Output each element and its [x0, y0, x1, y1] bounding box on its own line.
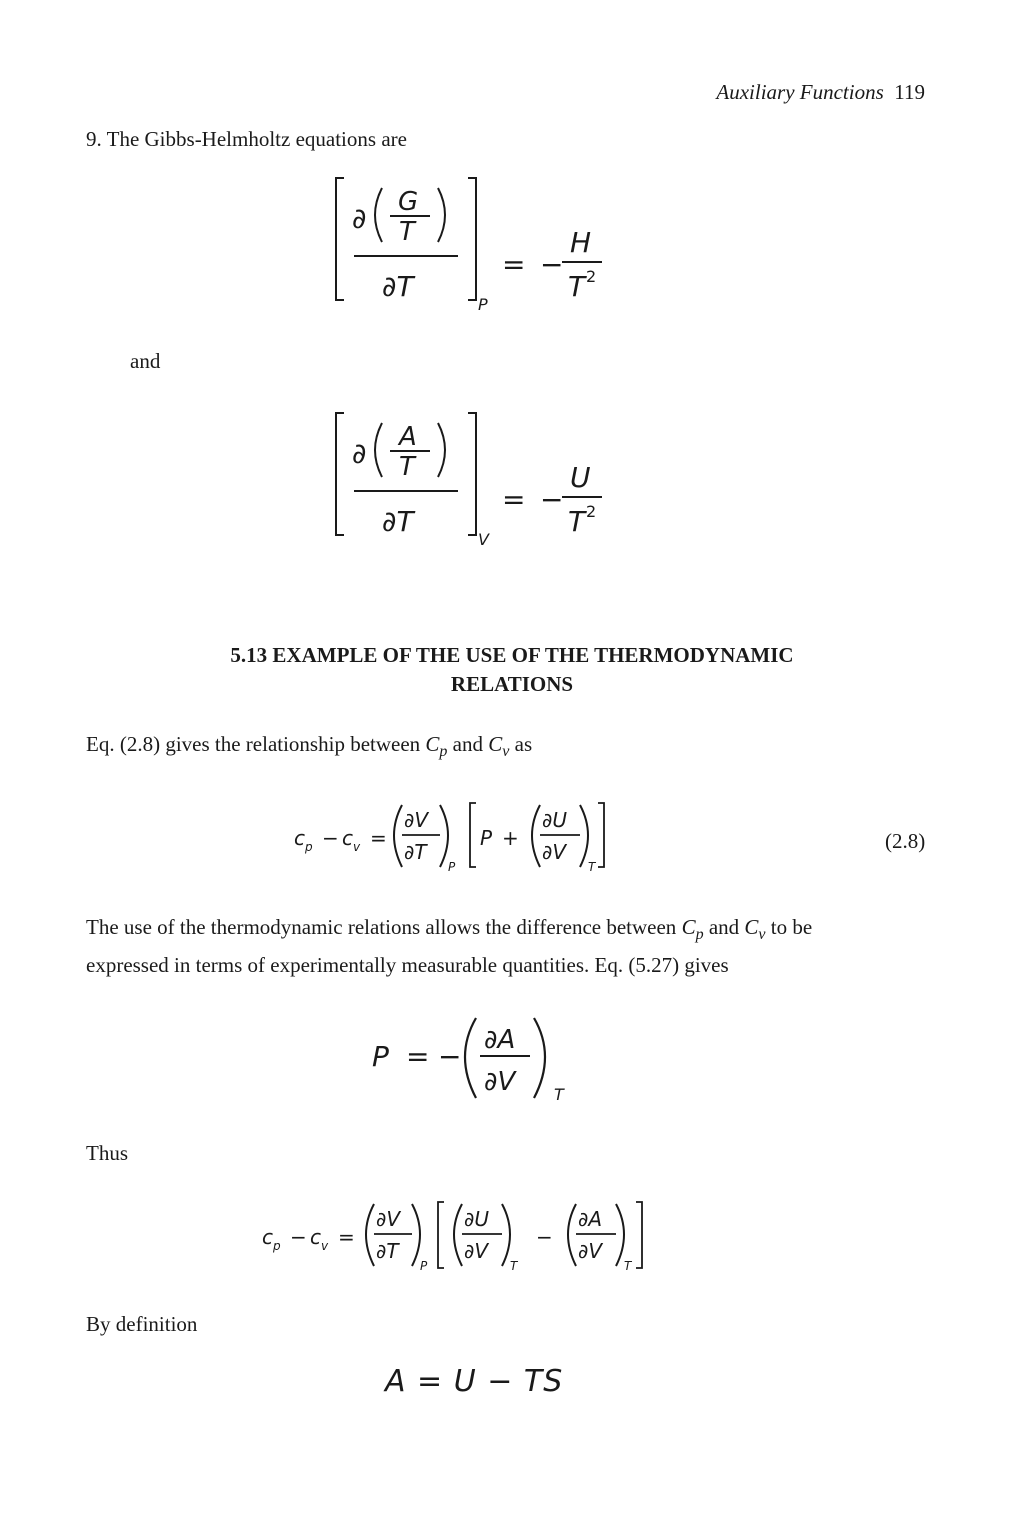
right-bracket	[468, 178, 476, 300]
subscript-t: T	[554, 1085, 564, 1104]
para1-text-post: as	[509, 732, 533, 756]
partial-symbol: ∂	[352, 437, 367, 470]
para2-and: and	[703, 915, 745, 939]
denominator-t: T	[399, 217, 415, 247]
para2-text-pre: The use of the thermodynamic relations allows the difference between	[86, 915, 682, 939]
para1-and: and	[447, 732, 489, 756]
cp-symbol: C	[425, 732, 440, 756]
left-paren	[465, 1018, 476, 1098]
right-paren	[440, 805, 448, 867]
equals-sign: =	[502, 483, 526, 516]
numerator-a: A	[399, 422, 417, 452]
equals-sign: =	[502, 248, 526, 281]
cv-lowercase: c	[310, 1225, 321, 1249]
plus-sign: +	[502, 826, 519, 850]
numerator-dv: ∂V	[404, 808, 429, 832]
item-9-text: 9. The Gibbs-Helmholtz equations are	[86, 127, 407, 151]
cv-sub: v	[353, 840, 361, 854]
cv-symbol-2: C	[744, 915, 759, 939]
denominator-t2: T	[568, 270, 586, 303]
subscript-v: V	[478, 530, 489, 549]
cv-lowercase: c	[342, 826, 353, 850]
para2-text-post: to be	[765, 915, 813, 939]
thus-text: Thus	[86, 1141, 128, 1165]
denominator-dt: ∂T	[404, 840, 427, 864]
paragraph-difference-line2: expressed in terms of experimentally measurable quantities. Eq. (5.27) gives	[86, 953, 729, 977]
right-paren-2	[502, 1204, 510, 1266]
cv-subscript-2: v	[758, 926, 766, 944]
paragraph-difference-line1	[86, 915, 812, 944]
equation-a-definition: A = U − TS	[385, 1364, 564, 1399]
subscript-p: P	[478, 295, 488, 314]
right-paren	[438, 188, 445, 242]
right-paren-3	[616, 1204, 624, 1266]
and-text: and	[130, 349, 161, 373]
denominator-dt: ∂T	[376, 1239, 399, 1263]
denominator-dv-2: ∂V	[464, 1239, 489, 1263]
left-paren	[375, 188, 382, 242]
minus-sign: −	[438, 1040, 462, 1073]
section-heading-line2: RELATIONS	[450, 672, 574, 696]
paragraph-relationship	[86, 732, 532, 761]
right-paren	[412, 1204, 420, 1266]
left-paren-2	[532, 805, 540, 867]
cp-lowercase: c	[262, 1225, 273, 1249]
left-paren	[366, 1204, 374, 1266]
denominator-dt: ∂T	[382, 270, 414, 303]
numerator-h: H	[570, 226, 592, 259]
para1-text-pre: Eq. (2.8) gives the relationship between	[86, 732, 426, 756]
running-title: Auxiliary Functions	[716, 80, 884, 104]
denominator-dv-3: ∂V	[578, 1239, 603, 1263]
minus-sign: −	[322, 826, 339, 850]
section-heading-line1: 5.13 EXAMPLE OF THE USE OF THE THERMODYNAMIC	[230, 643, 794, 667]
left-paren	[375, 423, 382, 477]
right-bracket	[468, 413, 476, 535]
cv-subscript: v	[502, 743, 510, 761]
running-header	[716, 80, 925, 105]
denominator-dv: ∂V	[542, 840, 567, 864]
subscript-t-1: T	[510, 1259, 518, 1273]
cp-sub: p	[305, 840, 313, 854]
right-bracket	[598, 803, 604, 867]
numerator-du: ∂U	[542, 808, 567, 832]
left-bracket	[336, 178, 344, 300]
minus-sign: −	[540, 483, 564, 516]
subscript-t-2: T	[624, 1259, 632, 1273]
cp-sub: p	[273, 1239, 281, 1253]
minus-sign: −	[540, 248, 564, 281]
equation-thus	[258, 1196, 698, 1280]
subscript-p: P	[420, 1259, 428, 1273]
right-paren	[534, 1018, 545, 1098]
cp-subscript-2: p	[695, 926, 704, 944]
minus-sign: −	[290, 1225, 307, 1249]
partial-symbol: ∂	[352, 202, 367, 235]
cp-subscript: p	[439, 743, 448, 761]
numerator-g: G	[398, 187, 419, 217]
right-bracket	[636, 1202, 642, 1268]
equals-sign: =	[406, 1040, 430, 1073]
left-paren-2	[454, 1204, 462, 1266]
cv-symbol: C	[488, 732, 503, 756]
exponent-2: 2	[586, 502, 597, 521]
cp-lowercase: c	[294, 826, 305, 850]
numerator-da: ∂A	[484, 1025, 516, 1055]
numerator-da: ∂A	[578, 1207, 603, 1231]
left-bracket	[470, 803, 476, 867]
denominator-dv: ∂V	[484, 1067, 516, 1097]
subscript-t: T	[588, 860, 596, 874]
equals-sign: =	[370, 826, 387, 850]
equals-sign: =	[338, 1225, 355, 1249]
pressure-p: P	[372, 1040, 389, 1073]
equation-number-2-8: (2.8)	[885, 829, 926, 853]
by-definition-text: By definition	[86, 1312, 198, 1336]
denominator-t: T	[399, 452, 415, 482]
equation-gibbs-helmholtz-g	[330, 170, 630, 315]
numerator-u: U	[570, 461, 591, 494]
equation-gibbs-helmholtz-a	[330, 405, 630, 550]
left-paren-3	[568, 1204, 576, 1266]
denominator-dt: ∂T	[382, 505, 414, 538]
cv-sub: v	[321, 1239, 329, 1253]
right-paren-2	[580, 805, 588, 867]
equation-pressure	[370, 1010, 590, 1105]
denominator-t2: T	[568, 505, 586, 538]
subscript-p: P	[448, 860, 456, 874]
pressure-p: P	[480, 826, 493, 850]
page-number: 119	[894, 80, 925, 104]
equation-2-8	[290, 795, 660, 875]
exponent-2: 2	[586, 267, 597, 286]
minus-sign-2: −	[536, 1225, 553, 1249]
left-paren	[394, 805, 402, 867]
numerator-du: ∂U	[464, 1207, 489, 1231]
right-paren	[438, 423, 445, 477]
cp-symbol-2: C	[681, 915, 696, 939]
left-bracket	[438, 1202, 444, 1268]
left-bracket	[336, 413, 344, 535]
numerator-dv: ∂V	[376, 1207, 401, 1231]
